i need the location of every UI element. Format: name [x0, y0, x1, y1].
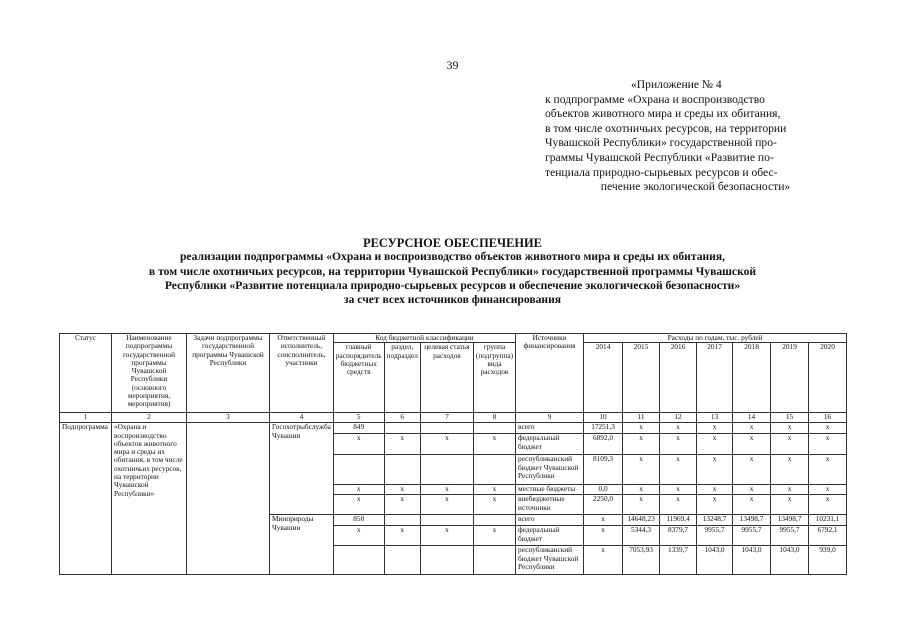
value-cell: 14648,23	[623, 515, 660, 526]
resource-table	[59, 333, 847, 575]
value-cell: 8109,3	[584, 455, 623, 485]
code-grbs: x	[333, 485, 384, 495]
col-number: 12	[660, 413, 697, 423]
value-cell: 939,0	[809, 546, 847, 575]
value-cell: 1043,0	[733, 546, 771, 575]
value-cell: x	[623, 485, 660, 495]
value-cell: x	[809, 485, 847, 495]
appendix-line: объектов животного мира и среды их обитания,	[545, 107, 781, 121]
code-grbs: x	[333, 434, 384, 455]
value-cell: 11969,4	[660, 515, 697, 526]
col-number: 11	[623, 413, 660, 423]
value-cell: 0,0	[584, 485, 623, 495]
appendix-line: «Приложение № 4	[631, 78, 722, 91]
code-vr	[473, 455, 515, 485]
col-number: 10	[584, 413, 623, 423]
source-cell: всего	[516, 423, 584, 434]
document-title	[60, 236, 845, 307]
value-cell: x	[660, 495, 697, 515]
source-cell: внебюджетные источники	[516, 495, 584, 515]
value-cell: x	[660, 434, 697, 455]
code-csr: x	[420, 526, 473, 546]
page-number: 39	[446, 58, 459, 72]
appendix-line: тенциала природно-сырьевых ресурсов и обес-	[545, 165, 778, 179]
value-cell: x	[771, 455, 809, 485]
col-number: 2	[112, 413, 187, 423]
code-grbs: x	[333, 495, 384, 515]
header-year: 2019	[771, 343, 809, 413]
source-cell: республиканский бюджет Чувашской Республики	[516, 546, 584, 575]
appendix-line: печение экологической безопасности»	[600, 180, 791, 194]
value-cell: 1043,0	[697, 546, 733, 575]
header-status: Статус	[60, 334, 112, 413]
value-cell: 1043,0	[771, 546, 809, 575]
source-cell: республиканский бюджет Чувашской Республики	[516, 455, 584, 485]
value-cell: x	[584, 526, 623, 546]
value-cell: 13498,7	[733, 515, 771, 526]
title-line: Республики «Развитие потенциала природно-сырьевых ресурсов и обеспечение экологической безопасности»	[164, 278, 741, 292]
header-vr: группа (подгруппа) вида расходов	[473, 343, 515, 413]
header-csr: целевая статья расходов	[420, 343, 473, 413]
value-cell: x	[809, 455, 847, 485]
appendix-note	[545, 78, 846, 195]
value-cell: x	[584, 515, 623, 526]
value-cell: 6892,0	[584, 434, 623, 455]
value-cell: x	[623, 495, 660, 515]
code-vr	[473, 423, 515, 434]
value-cell: x	[584, 546, 623, 575]
code-csr	[420, 423, 473, 434]
value-cell: 1339,7	[660, 546, 697, 575]
code-grbs: 849	[333, 423, 384, 434]
value-cell: x	[733, 455, 771, 485]
value-cell: 13248,7	[697, 515, 733, 526]
header-budget-code: Код бюджетной классификации	[333, 334, 515, 343]
value-cell: 6792,1	[809, 526, 847, 546]
value-cell: x	[733, 485, 771, 495]
value-cell: 9955,7	[697, 526, 733, 546]
value-cell: 10231,1	[809, 515, 847, 526]
name-cell: «Охрана и воспроизводство объектов животного мира и среды их обитания, в том числе охотничьих ресурсов, на территории Чувашской Республики»	[112, 423, 187, 575]
header-year: 2017	[697, 343, 733, 413]
value-cell: x	[771, 485, 809, 495]
value-cell: x	[697, 495, 733, 515]
value-cell: x	[771, 495, 809, 515]
col-number: 6	[384, 413, 420, 423]
header-year: 2016	[660, 343, 697, 413]
value-cell: x	[771, 434, 809, 455]
header-grbs: главный распорядитель бюджетных средств	[333, 343, 384, 413]
col-number: 4	[270, 413, 334, 423]
col-number: 13	[697, 413, 733, 423]
value-cell: x	[623, 434, 660, 455]
title-heading: РЕСУРСНОЕ ОБЕСПЕЧЕНИЕ	[363, 236, 542, 250]
value-cell: 2250,0	[584, 495, 623, 515]
value-cell: x	[623, 423, 660, 434]
code-rzpr: x	[384, 485, 420, 495]
header-year: 2018	[733, 343, 771, 413]
code-vr: x	[473, 495, 515, 515]
title-line: за счет всех источников финансирования	[343, 293, 562, 307]
value-cell: x	[809, 434, 847, 455]
value-cell: 8379,7	[660, 526, 697, 546]
col-number: 7	[420, 413, 473, 423]
code-grbs	[333, 546, 384, 575]
col-number: 8	[473, 413, 515, 423]
value-cell: x	[623, 455, 660, 485]
code-vr	[473, 515, 515, 526]
code-rzpr	[384, 515, 420, 526]
header-sources: Источники финансирования	[516, 334, 584, 413]
col-number: 14	[733, 413, 771, 423]
header-rzpr: раздел, подраздел	[384, 343, 420, 413]
header-year: 2014	[584, 343, 623, 413]
value-cell: x	[697, 455, 733, 485]
title-line: в том числе охотничьих ресурсов, на территории Чувашской Республики» государственной программы Чувашской	[148, 264, 757, 278]
code-grbs	[333, 455, 384, 485]
col-number: 3	[187, 413, 270, 423]
header-tasks: Задачи подпрограммы государственной программы Чувашской Республики	[187, 334, 270, 413]
header-expenses: Расходы по годам, тыс. рублей	[584, 334, 847, 343]
header-year: 2015	[623, 343, 660, 413]
tasks-cell	[187, 423, 270, 575]
value-cell: 7053,93	[623, 546, 660, 575]
code-rzpr: x	[384, 526, 420, 546]
source-cell: всего	[516, 515, 584, 526]
value-cell: 9955,7	[733, 526, 771, 546]
value-cell: 13498,7	[771, 515, 809, 526]
col-number: 15	[771, 413, 809, 423]
value-cell: x	[733, 423, 771, 434]
code-grbs: x	[333, 526, 384, 546]
header-year: 2020	[809, 343, 847, 413]
value-cell: x	[733, 495, 771, 515]
col-number: 9	[516, 413, 584, 423]
value-cell: x	[809, 495, 847, 515]
code-vr: x	[473, 526, 515, 546]
value-cell: x	[660, 423, 697, 434]
code-grbs: 850	[333, 515, 384, 526]
code-vr	[473, 546, 515, 575]
code-rzpr	[384, 455, 420, 485]
responsible-cell: Госохотрыбслужба Чувашии	[270, 423, 334, 515]
value-cell: x	[697, 485, 733, 495]
code-rzpr	[384, 546, 420, 575]
source-cell: местные бюджеты	[516, 485, 584, 495]
col-number: 1	[60, 413, 112, 423]
code-rzpr	[384, 423, 420, 434]
source-cell: федеральный бюджет	[516, 434, 584, 455]
appendix-line: Чувашской Республики» государственной про-	[545, 136, 777, 150]
source-cell: федеральный бюджет	[516, 526, 584, 546]
code-vr: x	[473, 434, 515, 455]
code-csr: x	[420, 485, 473, 495]
status-cell: Подпрограмма	[60, 423, 112, 575]
value-cell: x	[697, 434, 733, 455]
value-cell: x	[660, 455, 697, 485]
code-csr: x	[420, 495, 473, 515]
col-number: 16	[809, 413, 847, 423]
appendix-line: к подпрограмме «Охрана и воспроизводство	[545, 92, 765, 106]
header-responsible: Ответственный исполнитель, соисполнитель, участники	[270, 334, 334, 413]
code-csr	[420, 546, 473, 575]
code-csr	[420, 515, 473, 526]
code-vr: x	[473, 485, 515, 495]
value-cell: x	[733, 434, 771, 455]
title-line: реализации подпрограммы «Охрана и воспроизводство объектов животного мира и среды их обитания,	[179, 250, 726, 264]
code-csr	[420, 455, 473, 485]
col-number: 5	[333, 413, 384, 423]
code-rzpr: x	[384, 434, 420, 455]
header-name: Наименование подпрограммы государственной программы Чувашской Республики (основного мероприятия, мероприятия)	[112, 334, 187, 413]
value-cell: x	[809, 423, 847, 434]
value-cell: 9955,7	[771, 526, 809, 546]
value-cell: x	[697, 423, 733, 434]
appendix-line: граммы Чувашской Республики «Развитие по-	[545, 150, 774, 164]
value-cell: x	[771, 423, 809, 434]
appendix-line: в том числе охотничьих ресурсов, на территории	[545, 121, 787, 135]
code-rzpr: x	[384, 495, 420, 515]
value-cell: 17251,3	[584, 423, 623, 434]
code-csr: x	[420, 434, 473, 455]
responsible-cell: Минприроды Чувашии	[270, 515, 334, 575]
value-cell: x	[660, 485, 697, 495]
value-cell: 5344,3	[623, 526, 660, 546]
